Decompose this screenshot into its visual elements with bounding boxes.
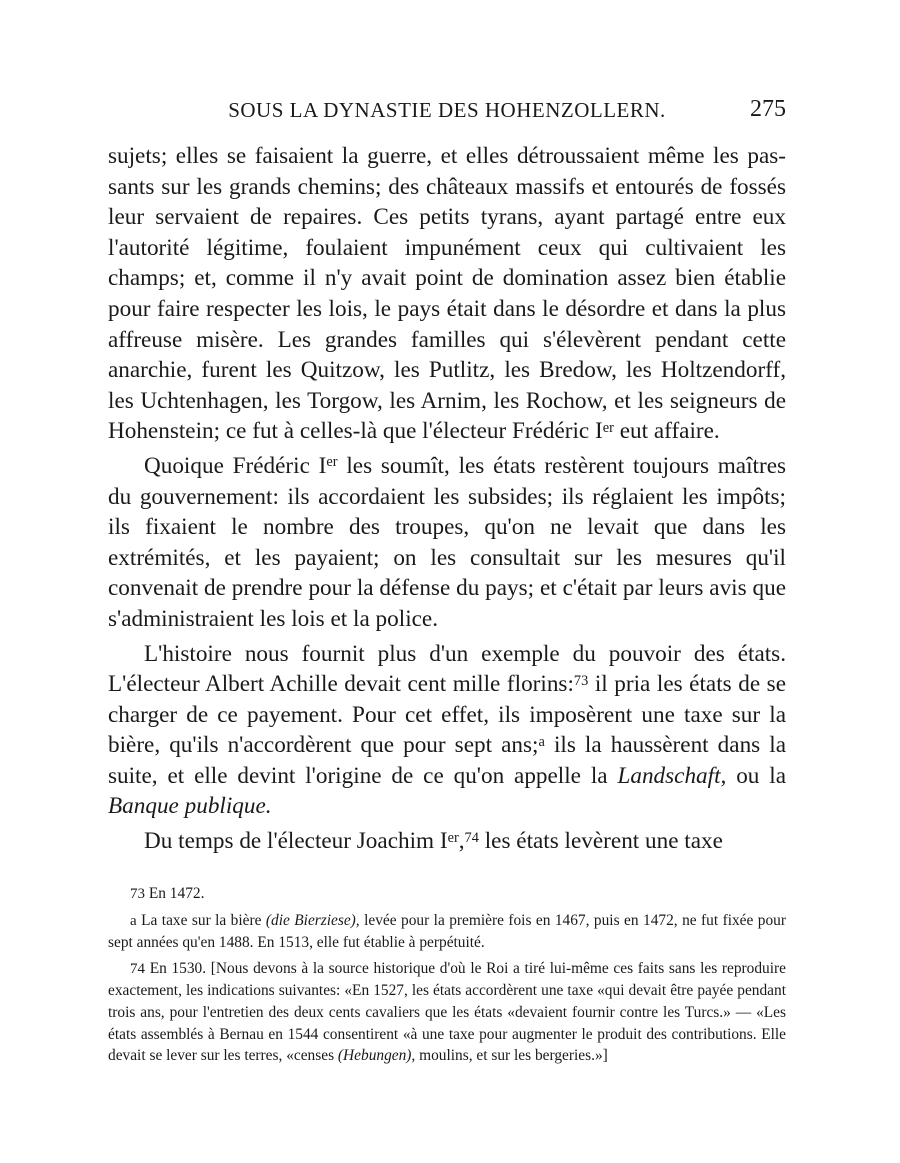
footnotes: [108, 883, 786, 1071]
paragraph: sujets; elles se faisaient la guerre, et elles détroussaient même les passants sur les grands chemins; des châteaux massifs et entourés de fossés leur servaient de repaires. Ces petits tyrans, ayant partagé entre eux l'autorité légitime, foulaient impunément ceux qui cultivaient les champs; et, comme il n'y avait point de domination assez bien établie pour faire respecter les lois, le pays était dans le désordre et dans la plus affreuse misère. Les grandes familles qui s'élevèrent pendant cette anarchie, furent les Quitzow, les Putlitz, les Bredow, les Holtzendorff, les Uchtenhagen, les Torgow, les Arnim, les Rochow, et les seigneurs de Hohenstein; ce fut à celles-là que l'électeur Frédéric Ier eut affaire.: [108, 143, 786, 445]
paragraph: Quoique Frédéric Ier les soumît, les états restèrent toujours maîtres du gouvernement: ils accordaient les subsides; ils réglaient les impôts; ils fixaient le nombre des troupes, qu'on ne levait que dans les extrémités, et les payaient; on les consultait sur les mesures qu'il convenait de prendre pour la défense du pays; et c'était par leurs avis que s'administraient les lois et la police.: [108, 452, 787, 632]
footnote: 74 En 1530. [Nous devons à la source historique d'où le Roi a tiré lui-même ces faits sans les reproduire exactement, les indications suivantes: «En 1527, les états accordèrent une taxe «qui devait être payée pendant trois ans, pour l'entretien des deux cents cavaliers que les états «devaient fournir contre les Turcs.» — «Les états assemblés à Bernau en 1544 consentirent «à une taxe pour augmenter le produit des contributions. Elle devait se lever sur les terres, «censes (Hebungen), moulins, et sur les bergeries.»]: [108, 959, 786, 1065]
running-title: SOUS LA DYNASTIE DES HOHENZOLLERN.: [228, 98, 666, 122]
main-text: [108, 141, 786, 861]
footnote: a La taxe sur la bière (die Bierziese), levée pour la première fois en 1467, puis en 1472, ne fut fixée pour sept années qu'en 1488. En 1513, elle fut établie à perpétuité.: [108, 911, 786, 952]
page-number: 275: [750, 96, 786, 122]
footnote-marker: a: [130, 912, 137, 929]
footnote: 73 En 1472.: [130, 885, 205, 902]
italic-term: Banque publique.: [108, 793, 272, 820]
footnote-ref[interactable]: a: [538, 733, 545, 750]
footnote-ref[interactable]: 74: [464, 829, 479, 846]
superscript: er: [447, 829, 459, 846]
superscript: er: [602, 419, 614, 436]
italic-term: Landschaft,: [617, 762, 727, 789]
footnote-ref[interactable]: 73: [573, 672, 589, 689]
footnote-marker: 74: [130, 960, 145, 977]
paragraph: Du temps de l'électeur Joachim Ier,$^{74}$ les états levèrent une taxe: [144, 828, 723, 855]
footnote-marker: 73: [130, 886, 145, 902]
page-header: [108, 98, 786, 130]
paragraph: L'histoire nous fournit plus d'un exemple du pouvoir des états. L'électeur Albert Achille devait cent mille florins:$^{73}$ il pria les états de se charger de ce payement. Pour cet effet, ils imposèrent une taxe sur la bière, qu'ils n'accordèrent que pour sept ans;$^a$ ils la haussèrent dans la suite, et elle devint l'origine de ce qu'on appelle la Landschaft, ou la Banque publique.: [108, 640, 786, 820]
superscript: er: [326, 454, 338, 471]
